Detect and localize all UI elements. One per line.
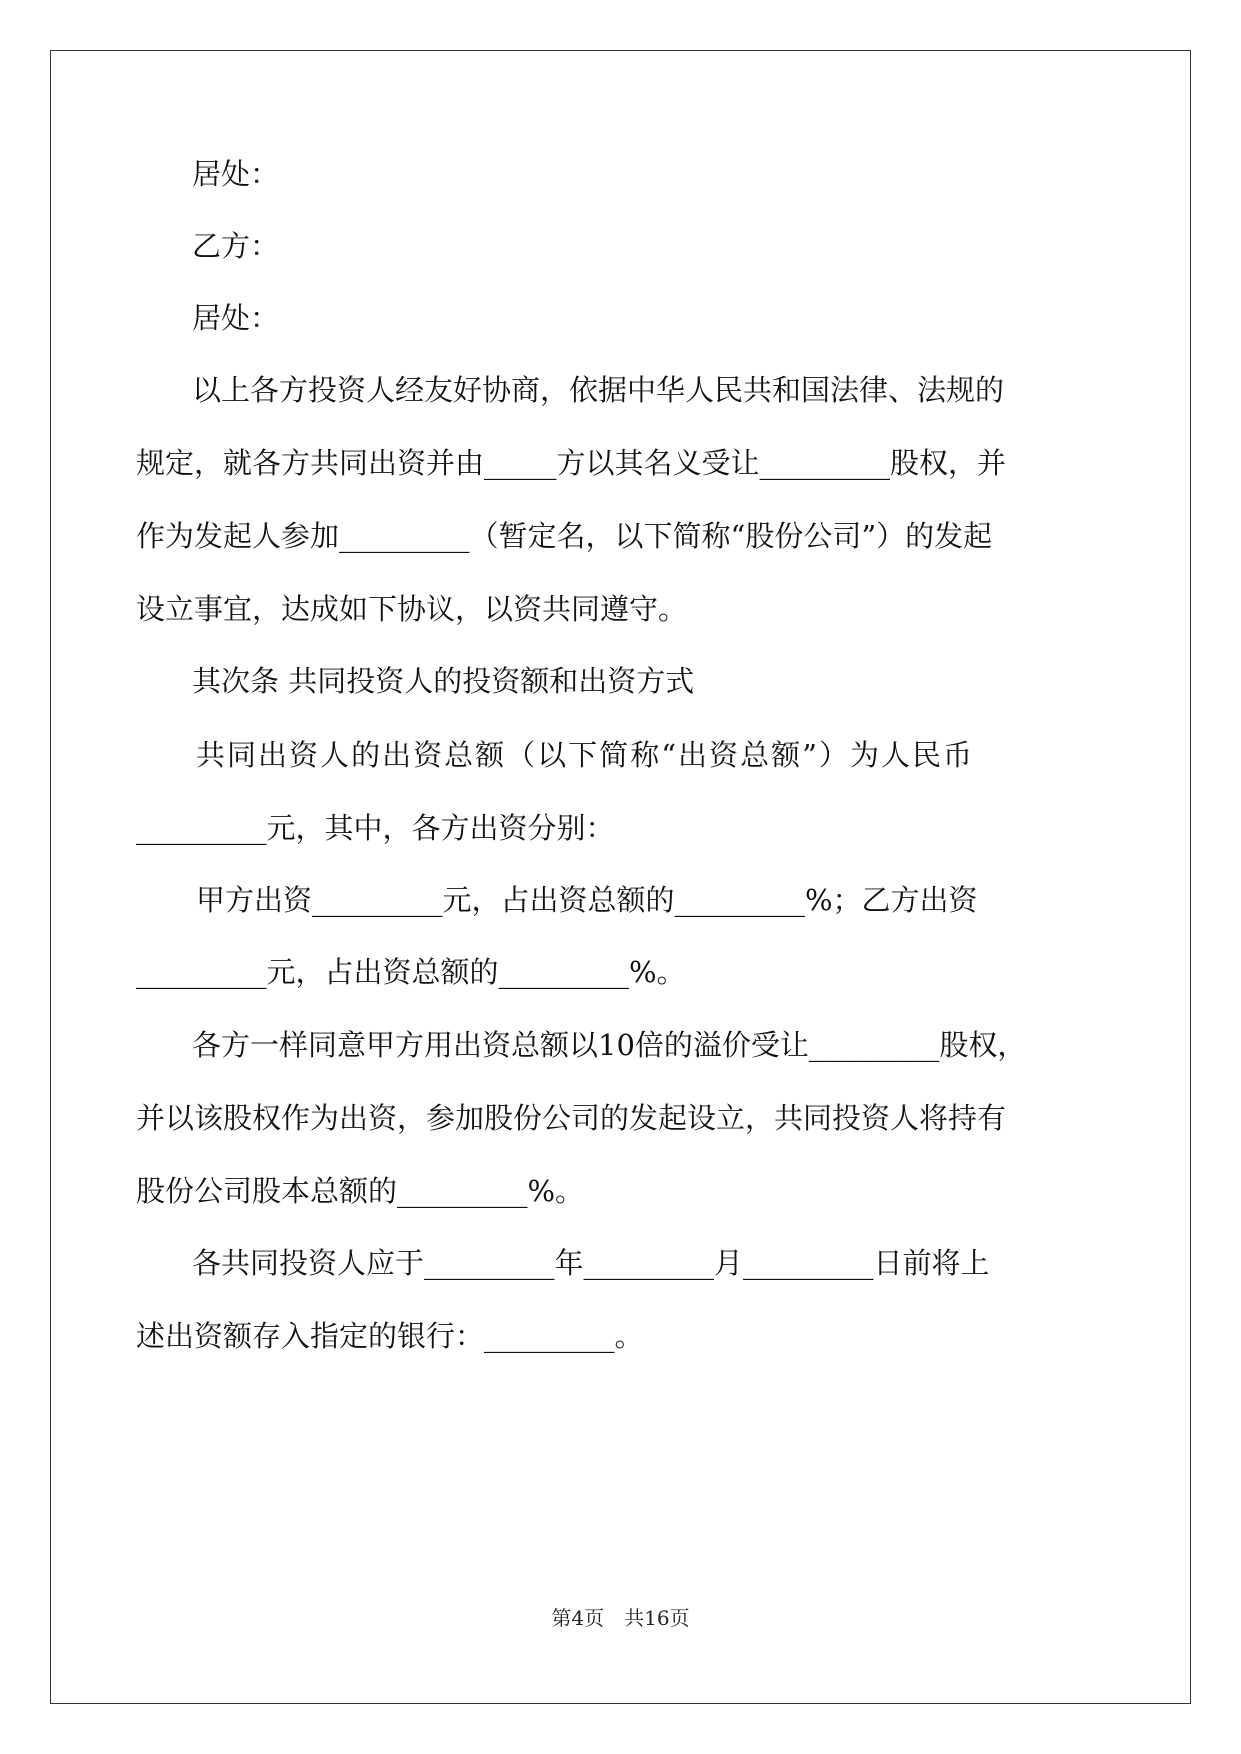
text-line-7: 设立事宜，达成如下协议，以资共同遵守。	[136, 592, 688, 626]
text-line-14: 并以该股权作为出资，参加股份公司的发起设立，共同投资人将持有	[136, 1101, 1007, 1135]
text-line-9: 共同出资人的出资总额（以下简称“出资总额”）为人民币	[196, 738, 972, 772]
text-line-12: _________元，占出资总额的_________%。	[136, 955, 686, 989]
text-line-2: 乙方：	[192, 229, 280, 263]
text-line-3: 居处：	[192, 301, 280, 335]
text-line-10: _________元，其中，各方出资分别：	[136, 811, 615, 845]
text-line-4: 以上各方投资人经友好协商，依据中华人民共和国法律、法规的	[192, 373, 1005, 407]
text-line-16: 各共同投资人应于_________年_________月_________日前将上	[192, 1246, 990, 1280]
text-line-15: 股份公司股本总额的_________%。	[136, 1174, 585, 1208]
text-line-11: 甲方出资_________元，占出资总额的_________%；乙方出资	[196, 883, 978, 917]
section-heading: 其次条 共同投资人的投资额和出资方式	[192, 664, 695, 698]
text-line-1: 居处：	[192, 157, 280, 191]
text-line-5: 规定，就各方共同出资并由_____方以其名义受让_________股权，并	[136, 446, 1007, 480]
page-footer: 第4页 共16页	[551, 1606, 690, 1630]
text-line-17: 述出资额存入指定的银行：_________。	[136, 1319, 644, 1353]
text-line-13: 各方一样同意甲方用出资总额以10倍的溢价受让_________股权，	[192, 1028, 1027, 1062]
text-line-6: 作为发起人参加_________（暂定名，以下简称“股份公司”）的发起	[136, 519, 993, 553]
